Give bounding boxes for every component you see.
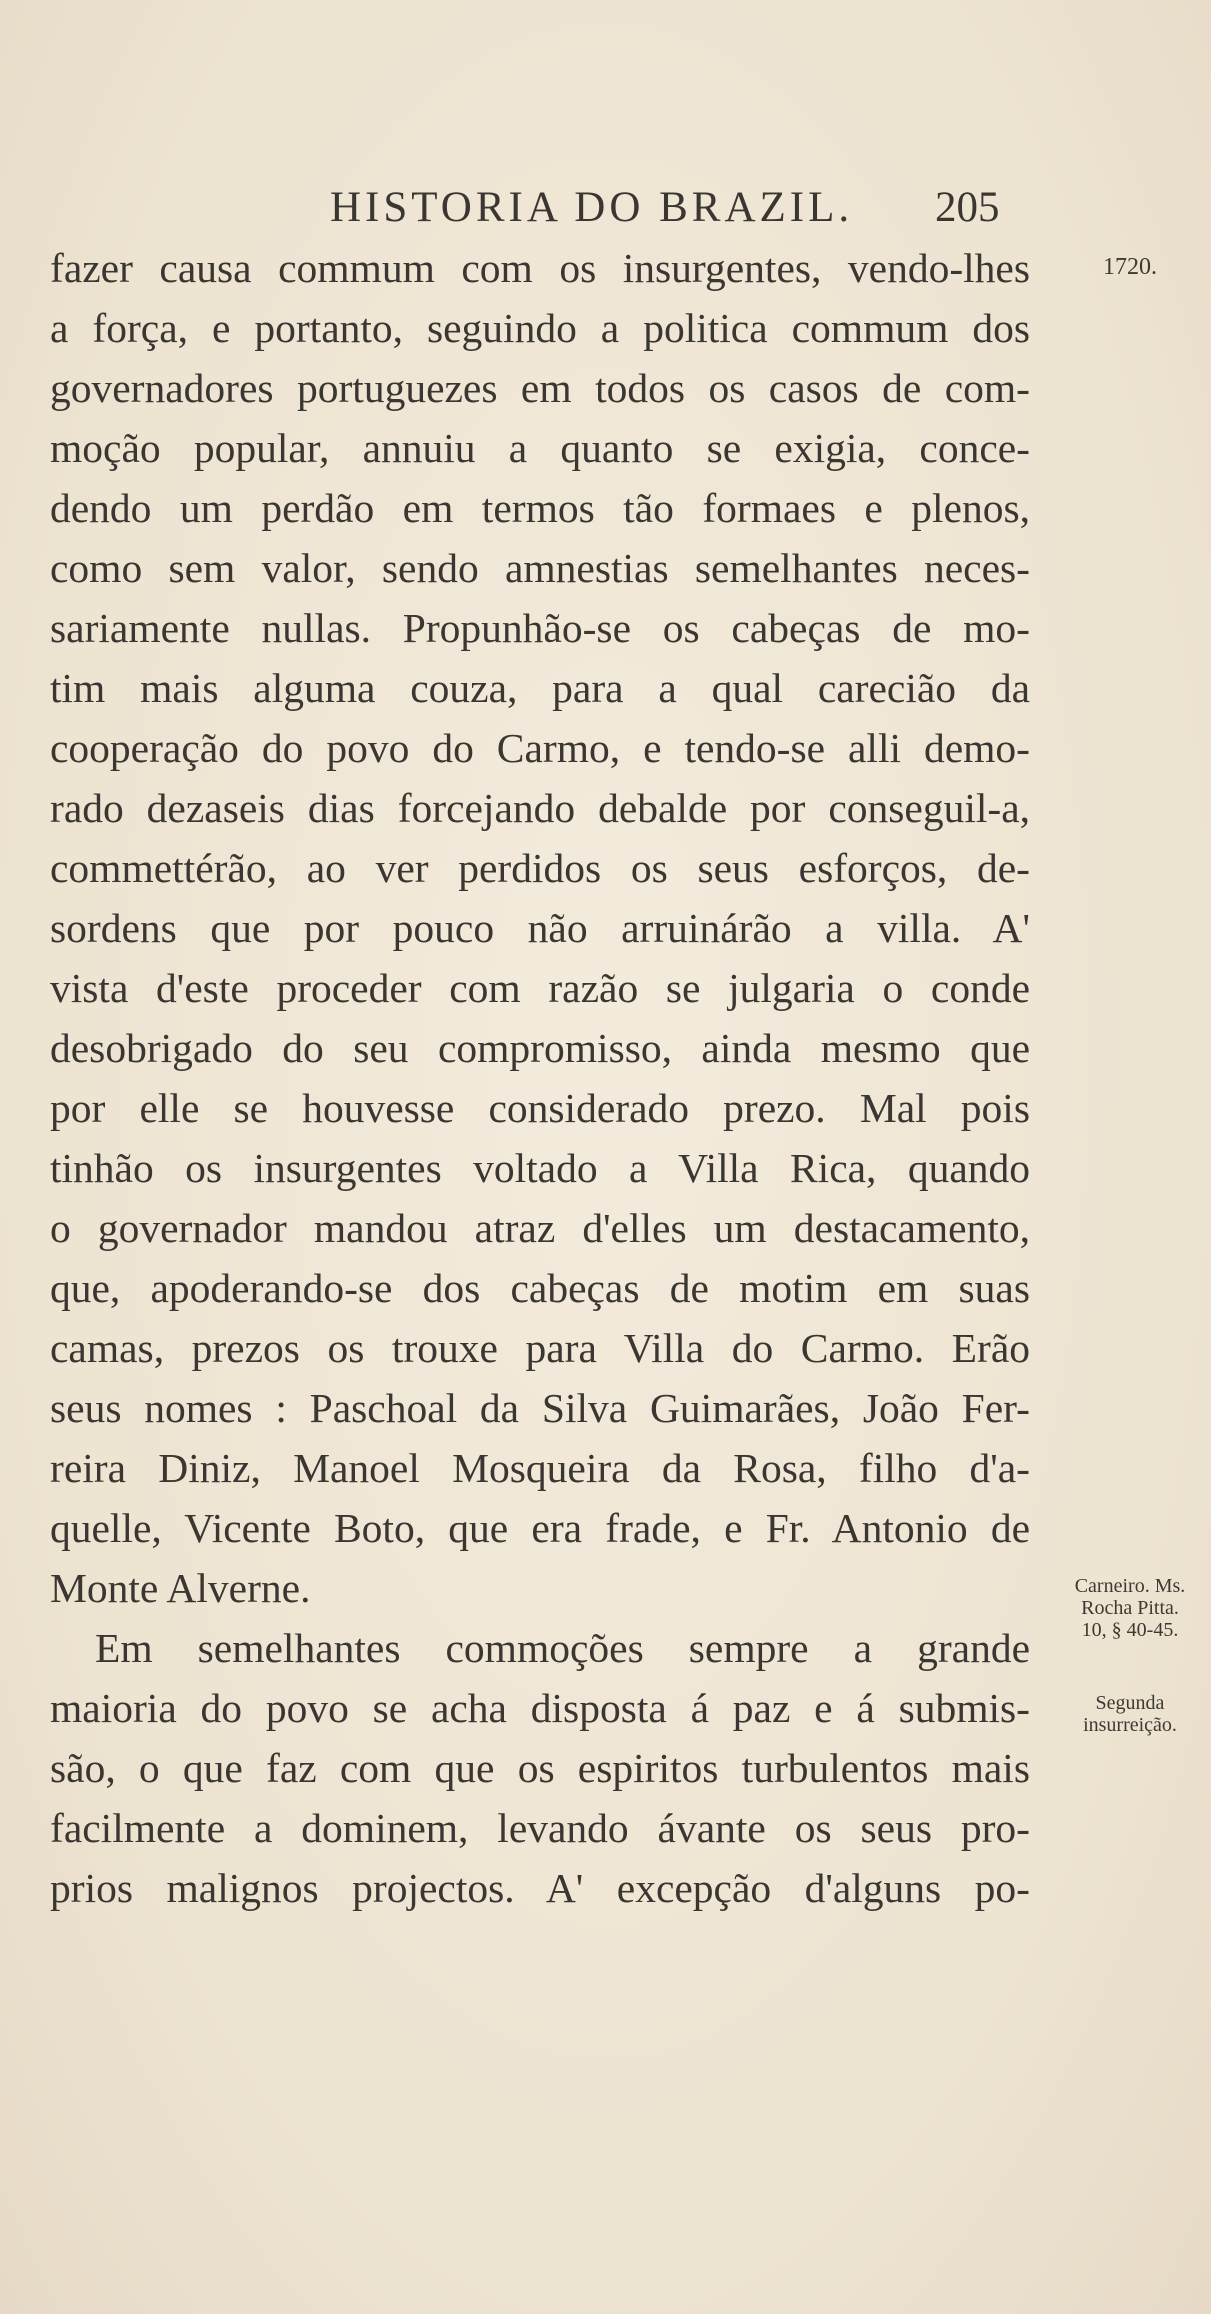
text-line: dendo um perdão em termos tão formaes e plenos, bbox=[50, 485, 1030, 531]
text-line: sordens que por pouco não arruinárão a villa. A' bbox=[50, 905, 1030, 951]
text-line: são, o que faz com que os espiritos turbulentos mais bbox=[50, 1745, 1030, 1791]
text-line: tim mais alguma couza, para a qual carecião da bbox=[50, 665, 1030, 711]
text-line: que, apoderando-se dos cabeças de motim em suas bbox=[50, 1265, 1030, 1311]
text-line: vista d'este proceder com razão se julgaria o conde bbox=[50, 965, 1030, 1011]
text-line: por elle se houvesse considerado prezo. Mal pois bbox=[50, 1085, 1030, 1131]
text-line: rado dezaseis dias forcejando debalde por conseguil-a, bbox=[50, 785, 1030, 831]
text-line: seus nomes : Paschoal da Silva Guimarães, João Fer- bbox=[50, 1385, 1030, 1431]
text-line: fazer causa commum com os insurgentes, vendo-lhes bbox=[50, 245, 1030, 291]
text-line: a força, e portanto, seguindo a politica commum dos bbox=[50, 305, 1030, 351]
page-header bbox=[0, 178, 1211, 238]
margin-note-line: Rocha Pitta. bbox=[1081, 1597, 1179, 1619]
text-line: maioria do povo se acha disposta á paz e á submis- bbox=[50, 1685, 1030, 1731]
text-line: o governador mandou atraz d'elles um destacamento, bbox=[50, 1205, 1030, 1251]
page-number: 205 bbox=[935, 184, 1000, 231]
text-line: Monte Alverne. bbox=[50, 1565, 311, 1611]
text-line: camas, prezos os trouxe para Villa do Carmo. Erão bbox=[50, 1325, 1030, 1371]
margin-note-line: insurreição. bbox=[1083, 1714, 1177, 1736]
text-line: cooperação do povo do Carmo, e tendo-se alli demo- bbox=[50, 725, 1030, 771]
text-line: desobrigado do seu compromisso, ainda mesmo que bbox=[50, 1025, 1030, 1071]
text-line: como sem valor, sendo amnestias semelhantes neces- bbox=[50, 545, 1030, 591]
text-line: tinhão os insurgentes voltado a Villa Rica, quando bbox=[50, 1145, 1030, 1191]
margin-note-year: 1720. bbox=[1103, 254, 1157, 280]
margin-note-line: 10, § 40-45. bbox=[1081, 1619, 1179, 1641]
running-title: HISTORIA DO BRAZIL. bbox=[330, 184, 854, 231]
margin-note-line: Carneiro. Ms. bbox=[1074, 1575, 1186, 1597]
text-line: sariamente nullas. Propunhão-se os cabeças de mo- bbox=[50, 605, 1030, 651]
margin-note-source bbox=[1055, 1575, 1205, 1641]
text-line: Em semelhantes commoções sempre a grande bbox=[95, 1625, 1030, 1671]
text-line: governadores portuguezes em todos os casos de com- bbox=[50, 365, 1030, 411]
text-line: prios malignos projectos. A' excepção d'alguns po- bbox=[50, 1865, 1030, 1911]
margin-note-line: Segunda bbox=[1095, 1692, 1165, 1714]
text-line: reira Diniz, Manoel Mosqueira da Rosa, filho d'a- bbox=[50, 1445, 1030, 1491]
text-line: facilmente a dominem, levando ávante os seus pro- bbox=[50, 1805, 1030, 1851]
text-line: moção popular, annuiu a quanto se exigia, conce- bbox=[50, 425, 1030, 471]
body-text bbox=[50, 238, 1030, 1918]
text-line: commettérão, ao ver perdidos os seus esforços, de- bbox=[50, 845, 1030, 891]
text-line: quelle, Vicente Boto, que era frade, e Fr. Antonio de bbox=[50, 1505, 1030, 1551]
margin-note-topic bbox=[1050, 1692, 1210, 1736]
